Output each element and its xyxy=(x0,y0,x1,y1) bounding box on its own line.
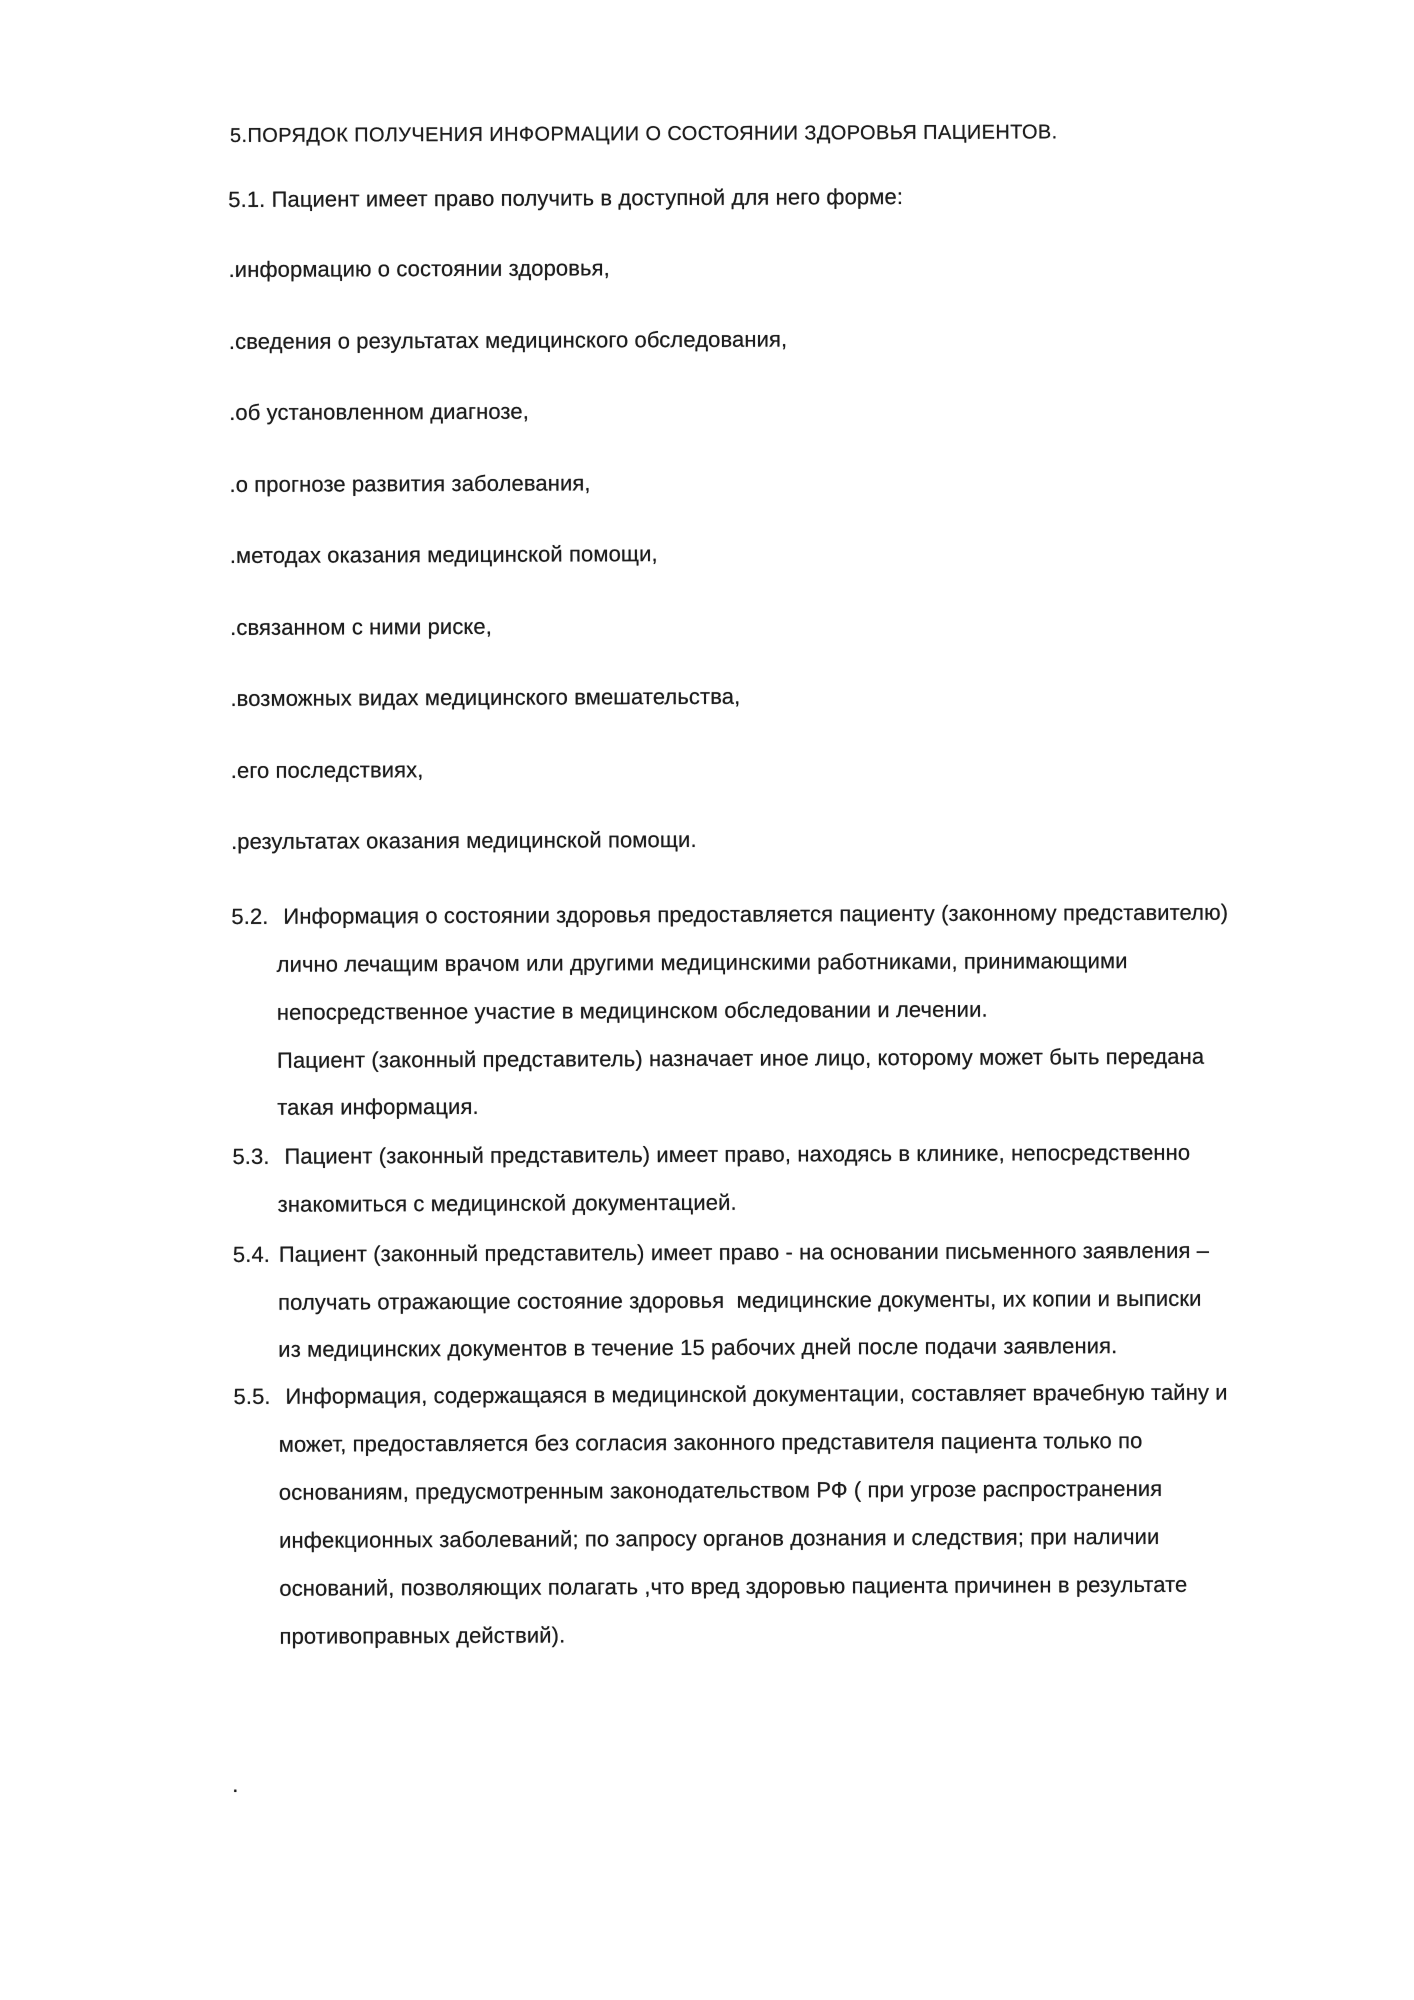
list-item: .связанном с ними риске, xyxy=(230,613,492,640)
clause-text: Пациент (законный представитель) имеет право, находясь в клинике, непосредственно xyxy=(284,1139,1191,1169)
clause-text: Информация о состоянии здоровья предоставляется пациенту (законному представителю) xyxy=(283,899,1229,929)
clause-5-2-line: Пациент (законный представитель) назначает иное лицо, которому может быть передана xyxy=(276,1043,1205,1073)
list-item: .информацию о состоянии здоровья, xyxy=(228,255,610,282)
clause-5-4-first-line xyxy=(233,1236,1209,1270)
list-item: .о прогнозе развития заболевания, xyxy=(229,470,591,497)
clause-5-5-line: может, предоставляется без согласия законного представителя пациента только по xyxy=(278,1427,1143,1457)
clause-5-3-line: знакомиться с медицинской документацией. xyxy=(277,1189,737,1217)
clause-5-4-line: из медицинских документов в течение 15 рабочих дней после подачи заявления. xyxy=(278,1333,1118,1362)
list-item: .возможных видах медицинского вмешательства, xyxy=(230,683,741,711)
clause-5-4-line: получать отражающие состояние здоровья медицинские документы, их копии и выписки xyxy=(278,1285,1202,1315)
clause-number: 5.3. xyxy=(232,1143,270,1169)
clause-5-5-line: инфекционных заболеваний; по запросу органов дознания и следствия; при наличии xyxy=(279,1523,1160,1553)
clause-number: 5.5. xyxy=(233,1383,271,1409)
section-title: 5.ПОРЯДОК ПОЛУЧЕНИЯ ИНФОРМАЦИИ О СОСТОЯНИИ ЗДОРОВЬЯ ПАЦИЕНТОВ. xyxy=(229,121,1058,147)
clause-5-5-line: оснований, позволяющих полагать ,что вред здоровью пациента причинен в результате xyxy=(279,1571,1188,1601)
clause-5-1: 5.1. Пациент имеет право получить в доступной для него форме: xyxy=(228,184,904,212)
list-item: .его последствиях, xyxy=(230,757,424,783)
clause-text: Пациент (законный представитель) имеет право - на основании письменного заявления – xyxy=(278,1237,1210,1267)
clause-5-2-line: такая информация. xyxy=(277,1093,479,1120)
stray-period-mark: . xyxy=(232,1771,239,1797)
clause-5-5-line: противоправных действий). xyxy=(279,1622,566,1649)
clause-text: Информация, содержащаяся в медицинской документации, составляет врачебную тайну и xyxy=(285,1379,1228,1409)
list-item: .об установленном диагнозе, xyxy=(229,398,529,425)
clause-number: 5.4. xyxy=(232,1241,271,1267)
clause-5-2-first-line xyxy=(231,898,1228,932)
list-item: .методах оказания медицинской помощи, xyxy=(229,541,658,568)
clause-5-5-line: основаниям, предусмотренным законодательством РФ ( при угрозе распространения xyxy=(278,1475,1163,1505)
clause-5-5-first-line xyxy=(233,1378,1227,1412)
clause-number: 5.2. xyxy=(231,903,269,929)
list-item: .сведения о результатах медицинского обследования, xyxy=(228,326,788,354)
clause-5-3-first-line xyxy=(232,1138,1190,1172)
clause-5-2-line: непосредственное участие в медицинском обследовании и лечении. xyxy=(276,996,988,1025)
list-item: .результатах оказания медицинской помощи. xyxy=(231,826,697,854)
clause-5-2-line: лично лечащим врачом или другими медицинскими работниками, принимающими xyxy=(276,948,1128,977)
